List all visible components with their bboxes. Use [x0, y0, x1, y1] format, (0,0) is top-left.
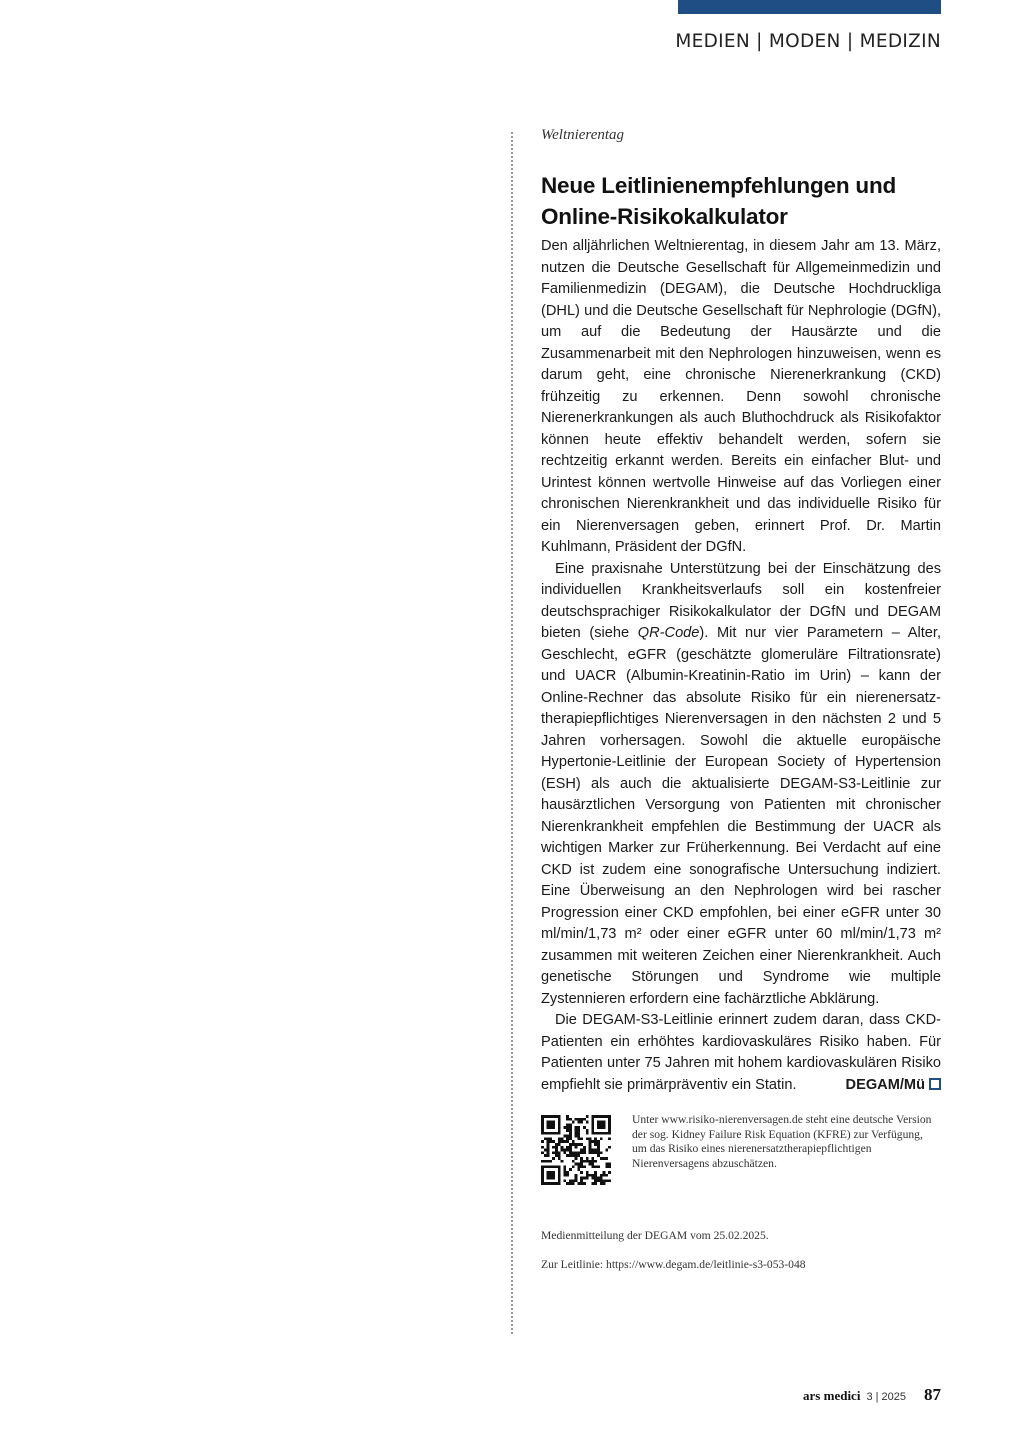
signoff-text: DEGAM/Mü: [845, 1076, 925, 1093]
article: [541, 127, 941, 1096]
paragraph-2-text-a: Eine praxisnahe Unterstützung bei der Einschätzung des individuellen Krankheitsverlaufs soll ein kostenfreier deutschsprachiger Risikokalkulator der DGfN und DEGAM bieten (siehe: [541, 560, 941, 641]
headline-line-1: Neue Leitlinienempfehlungen und: [541, 173, 897, 198]
end-of-article-square-icon: [929, 1078, 941, 1090]
guideline-link[interactable]: Zur Leitlinie: https://www.degam.de/leitlinie-s3-053-048: [541, 1258, 806, 1271]
article-kicker: Weltnierentag: [541, 127, 625, 143]
qr-code[interactable]: [541, 1115, 611, 1185]
paragraph-2-text-b: ). Mit nur vier Parametern – Alter, Geschlecht, eGFR (geschätzte glomeruläre Filtrationsrate) und UACR (Albumin-Kreatinin-Ratio im Urin) – kann der Online-Rechner das absolute Risiko für ein nierenersatztherapiepflichtiges Nierenversagen in den nächsten 2 und 5 Jahren vorhersagen. Sowohl die aktuelle europäische Hypertonie-Leitlinie der European Society of Hypertension (ESH) als auch die aktualisierte DEGAM-S3-Leitlinie zur hausärztlichen Versorgung von Patienten mit chronischer Nierenkrankheit empfehlen die Bestimmung der UACR als wichtigen Marker zur Früherkennung. Bei Verdacht auf eine CKD ist zudem eine sonografische Untersuchung indiziert. Eine Überweisung an den Nephrologen wird bei rascher Progression einer CKD empfohlen, bei einer eGFR unter 30 ml/min/1,73 m² oder einer eGFR unter 60 ml/min/1,73 m² zusammen mit weiteren Zeichen einer Nierenkrankheit. Auch genetische Störungen und Syndrome wie multiple Zystennieren erfordern eine fachärztliche Abklärung.: [541, 625, 941, 1007]
journal-name: ars medici: [803, 1388, 861, 1403]
section-header: MEDIEN | MODEN | MEDIZIN: [675, 31, 941, 52]
headline-line-2: Online-Risikokalkulator: [541, 204, 788, 229]
section-color-bar: [678, 0, 941, 14]
column-divider: [511, 132, 513, 1334]
source-note: Medienmitteilung der DEGAM vom 25.02.2025.: [541, 1229, 769, 1242]
page-footer: [803, 1385, 941, 1405]
author-signoff: [832, 1075, 941, 1097]
qr-code-block: [541, 1113, 941, 1188]
article-body: [541, 236, 941, 1096]
paragraph-2: [541, 559, 941, 1011]
page-number: 87: [924, 1385, 941, 1404]
article-headline: [541, 170, 941, 232]
paragraph-3: [541, 1010, 941, 1096]
paragraph-3-text: Die DEGAM-S3-Leitlinie erinnert zudem daran, dass CKD-Patienten ein erhöhtes kardiovaskuläres Risiko haben. Für Patienten unter 75 Jahren mit hohem kardiovaskulären Risiko empfiehlt sie primärpräventiv ein Statin.: [541, 1012, 941, 1093]
paragraph-1: Den alljährlichen Weltnierentag, in diesem Jahr am 13. März, nutzen die Deutsche Gesellschaft für Allgemeinmedizin und Familienmedizin (DEGAM), die Deutsche Hochdruckliga (DHL) und die Deutsche Gesellschaft für Nephrologie (DGfN), um auf die Bedeutung der Hausärzte und die Zusammenarbeit mit den Nephrologen hinzuweisen, wenn es darum geht, eine chronische Nierenerkrankung (CKD) frühzeitig zu erkennen. Denn sowohl chronische Nierenerkrankungen als auch Bluthochdruck als Risikofaktor können heute effektiv behandelt werden, sofern sie rechtzeitig erkannt werden. Bereits ein einfacher Blut- und Urintest können wertvolle Hinweise auf das Vorliegen einer chronischen Nierenkrankheit und das individuelle Risiko für ein Nierenversagen geben, erinnert Prof. Dr. Martin Kuhlmann, Präsident der DGfN.: [541, 238, 941, 555]
issue-number: 3 | 2025: [866, 1391, 906, 1403]
qr-caption: Unter www.risiko-nierenversagen.de steht eine deutsche Version der sog. Kidney Failure Risk Equation (KFRE) zur Verfügung, um das Risiko eines nierenersatztherapiepflichtigen Nierenversagens abzuschätzen.: [632, 1113, 932, 1170]
qr-code-reference: QR-Code: [637, 625, 700, 641]
